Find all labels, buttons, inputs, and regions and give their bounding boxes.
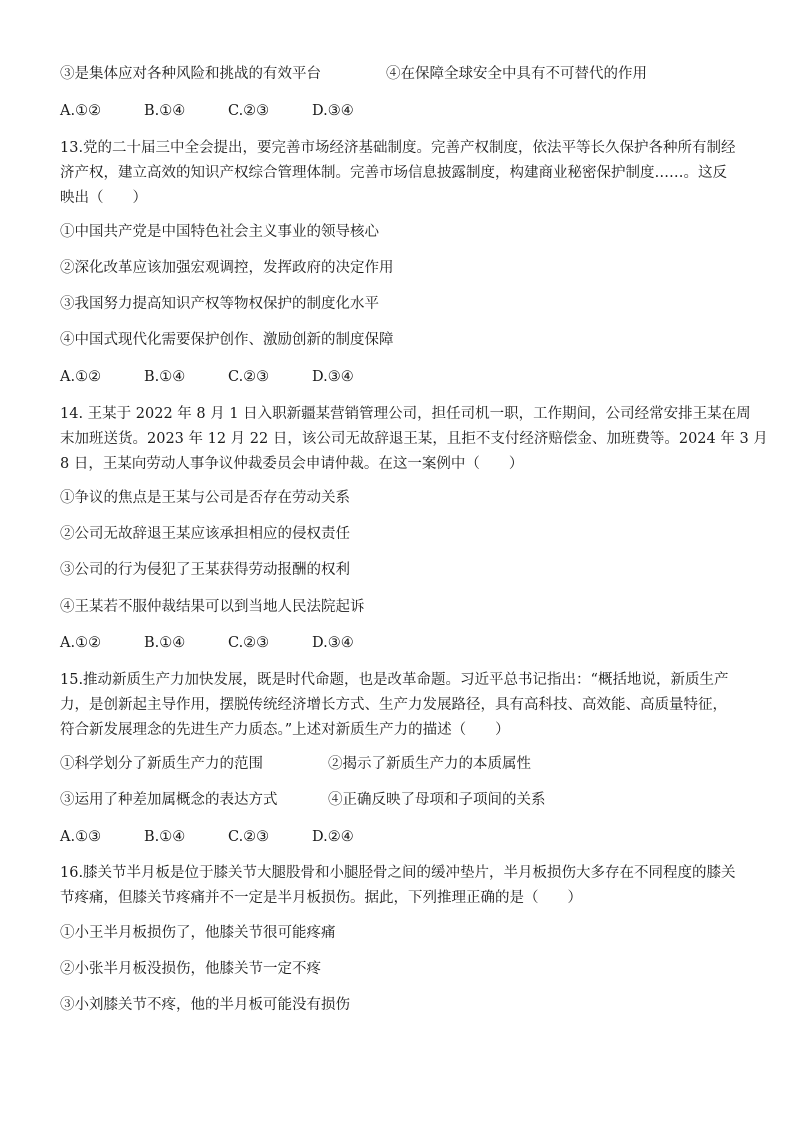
choice-a: A.①③ [60,829,102,845]
q15-stem-line-2: 力，是创新起主导作用，摆脱传统经济增长方式、生产力发展路径，具有高科技、高效能、高质量特征， [60,697,727,713]
q16-option-3: ③小刘膝关节不疼，他的半月板可能没有损伤 [60,997,350,1013]
choice-c: C.②③ [228,829,270,845]
q14-option-1: ①争议的焦点是王某与公司是否存在劳动关系 [60,490,350,506]
choice-c: C.②③ [228,635,270,651]
q13-stem-line-1: 13.党的二十届三中全会提出，要完善市场经济基础制度。完善产权制度，依法平等长久保护各种所有制经 [60,140,736,156]
choice-d: D.②④ [312,829,354,845]
q12-option-3: ③是集体应对各种风险和挑战的有效平台 [60,66,321,82]
q12-option-4: ④在保障全球安全中具有不可替代的作用 [386,66,647,82]
q16-stem-line-2: 节疼痛，但膝关节疼痛并不一定是半月板损伤。据此，下列推理正确的是（ ） [60,890,582,906]
q16-option-2: ②小张半月板没损伤，他膝关节一定不疼 [60,961,321,977]
q15-option-3: ③运用了种差加属概念的表达方式 [60,792,278,808]
q14-option-4: ④王某若不服仲裁结果可以到当地人民法院起诉 [60,599,365,615]
q13-option-2: ②深化改革应该加强宏观调控，发挥政府的决定作用 [60,260,394,276]
choice-c: C.②③ [228,369,270,385]
q14-stem-line-1: 14. 王某于 2022 年 8 月 1 日入职新疆某营销管理公司，担任司机一职，工作期间，公司经常安排王某在周 [60,406,751,422]
choice-d: D.③④ [312,635,354,651]
choice-b: B.①④ [144,635,186,651]
q13-choices [60,367,396,387]
choice-b: B.①④ [144,369,186,385]
q15-option-2: ②揭示了新质生产力的本质属性 [328,756,531,772]
q15-option-1: ①科学划分了新质生产力的范围 [60,756,263,772]
q12-choices [60,101,396,121]
choice-d: D.③④ [312,369,354,385]
q15-choices [60,827,396,847]
q14-stem-line-2: 末加班送货。2023 年 12 月 22 日，该公司无故辞退王某，且拒不支付经济赔偿金、加班费等。2024 年 3 月 [60,431,768,447]
q13-option-1: ①中国共产党是中国特色社会主义事业的领导核心 [60,224,379,240]
choice-a: A.①② [60,103,102,119]
choice-b: B.①④ [144,103,186,119]
q15-option-4: ④正确反映了母项和子项间的关系 [328,792,546,808]
choice-a: A.①② [60,369,102,385]
q14-choices [60,633,396,653]
q13-option-3: ③我国努力提高知识产权等物权保护的制度化水平 [60,296,379,312]
q13-stem-line-3: 映出（ ） [60,190,147,206]
choice-a: A.①② [60,635,102,651]
q14-stem-line-3: 8 日，王某向劳动人事争议仲裁委员会申请仲裁。在这一案例中（ ） [60,456,524,472]
q14-option-3: ③公司的行为侵犯了王某获得劳动报酬的权利 [60,562,350,578]
q15-stem-line-3: 符合新发展理念的先进生产力质态。”上述对新质生产力的描述（ ） [60,722,510,738]
q15-stem-line-1: 15.推动新质生产力加快发展，既是时代命题，也是改革命题。习近平总书记指出：“概括地说，新质生产 [60,672,729,688]
q13-option-4: ④中国式现代化需要保护创作、激励创新的制度保障 [60,332,394,348]
choice-c: C.②③ [228,103,270,119]
choice-d: D.③④ [312,103,354,119]
q14-option-2: ②公司无故辞退王某应该承担相应的侵权责任 [60,526,350,542]
choice-b: B.①④ [144,829,186,845]
q16-option-1: ①小王半月板损伤了，他膝关节很可能疼痛 [60,925,336,941]
q16-stem-line-1: 16.膝关节半月板是位于膝关节大腿股骨和小腿胫骨之间的缓冲垫片，半月板损伤大多存在不同程度的膝关 [60,865,736,881]
q13-stem-line-2: 济产权，建立高效的知识产权综合管理体制。完善市场信息披露制度，构建商业秘密保护制度……。这反 [60,165,727,181]
